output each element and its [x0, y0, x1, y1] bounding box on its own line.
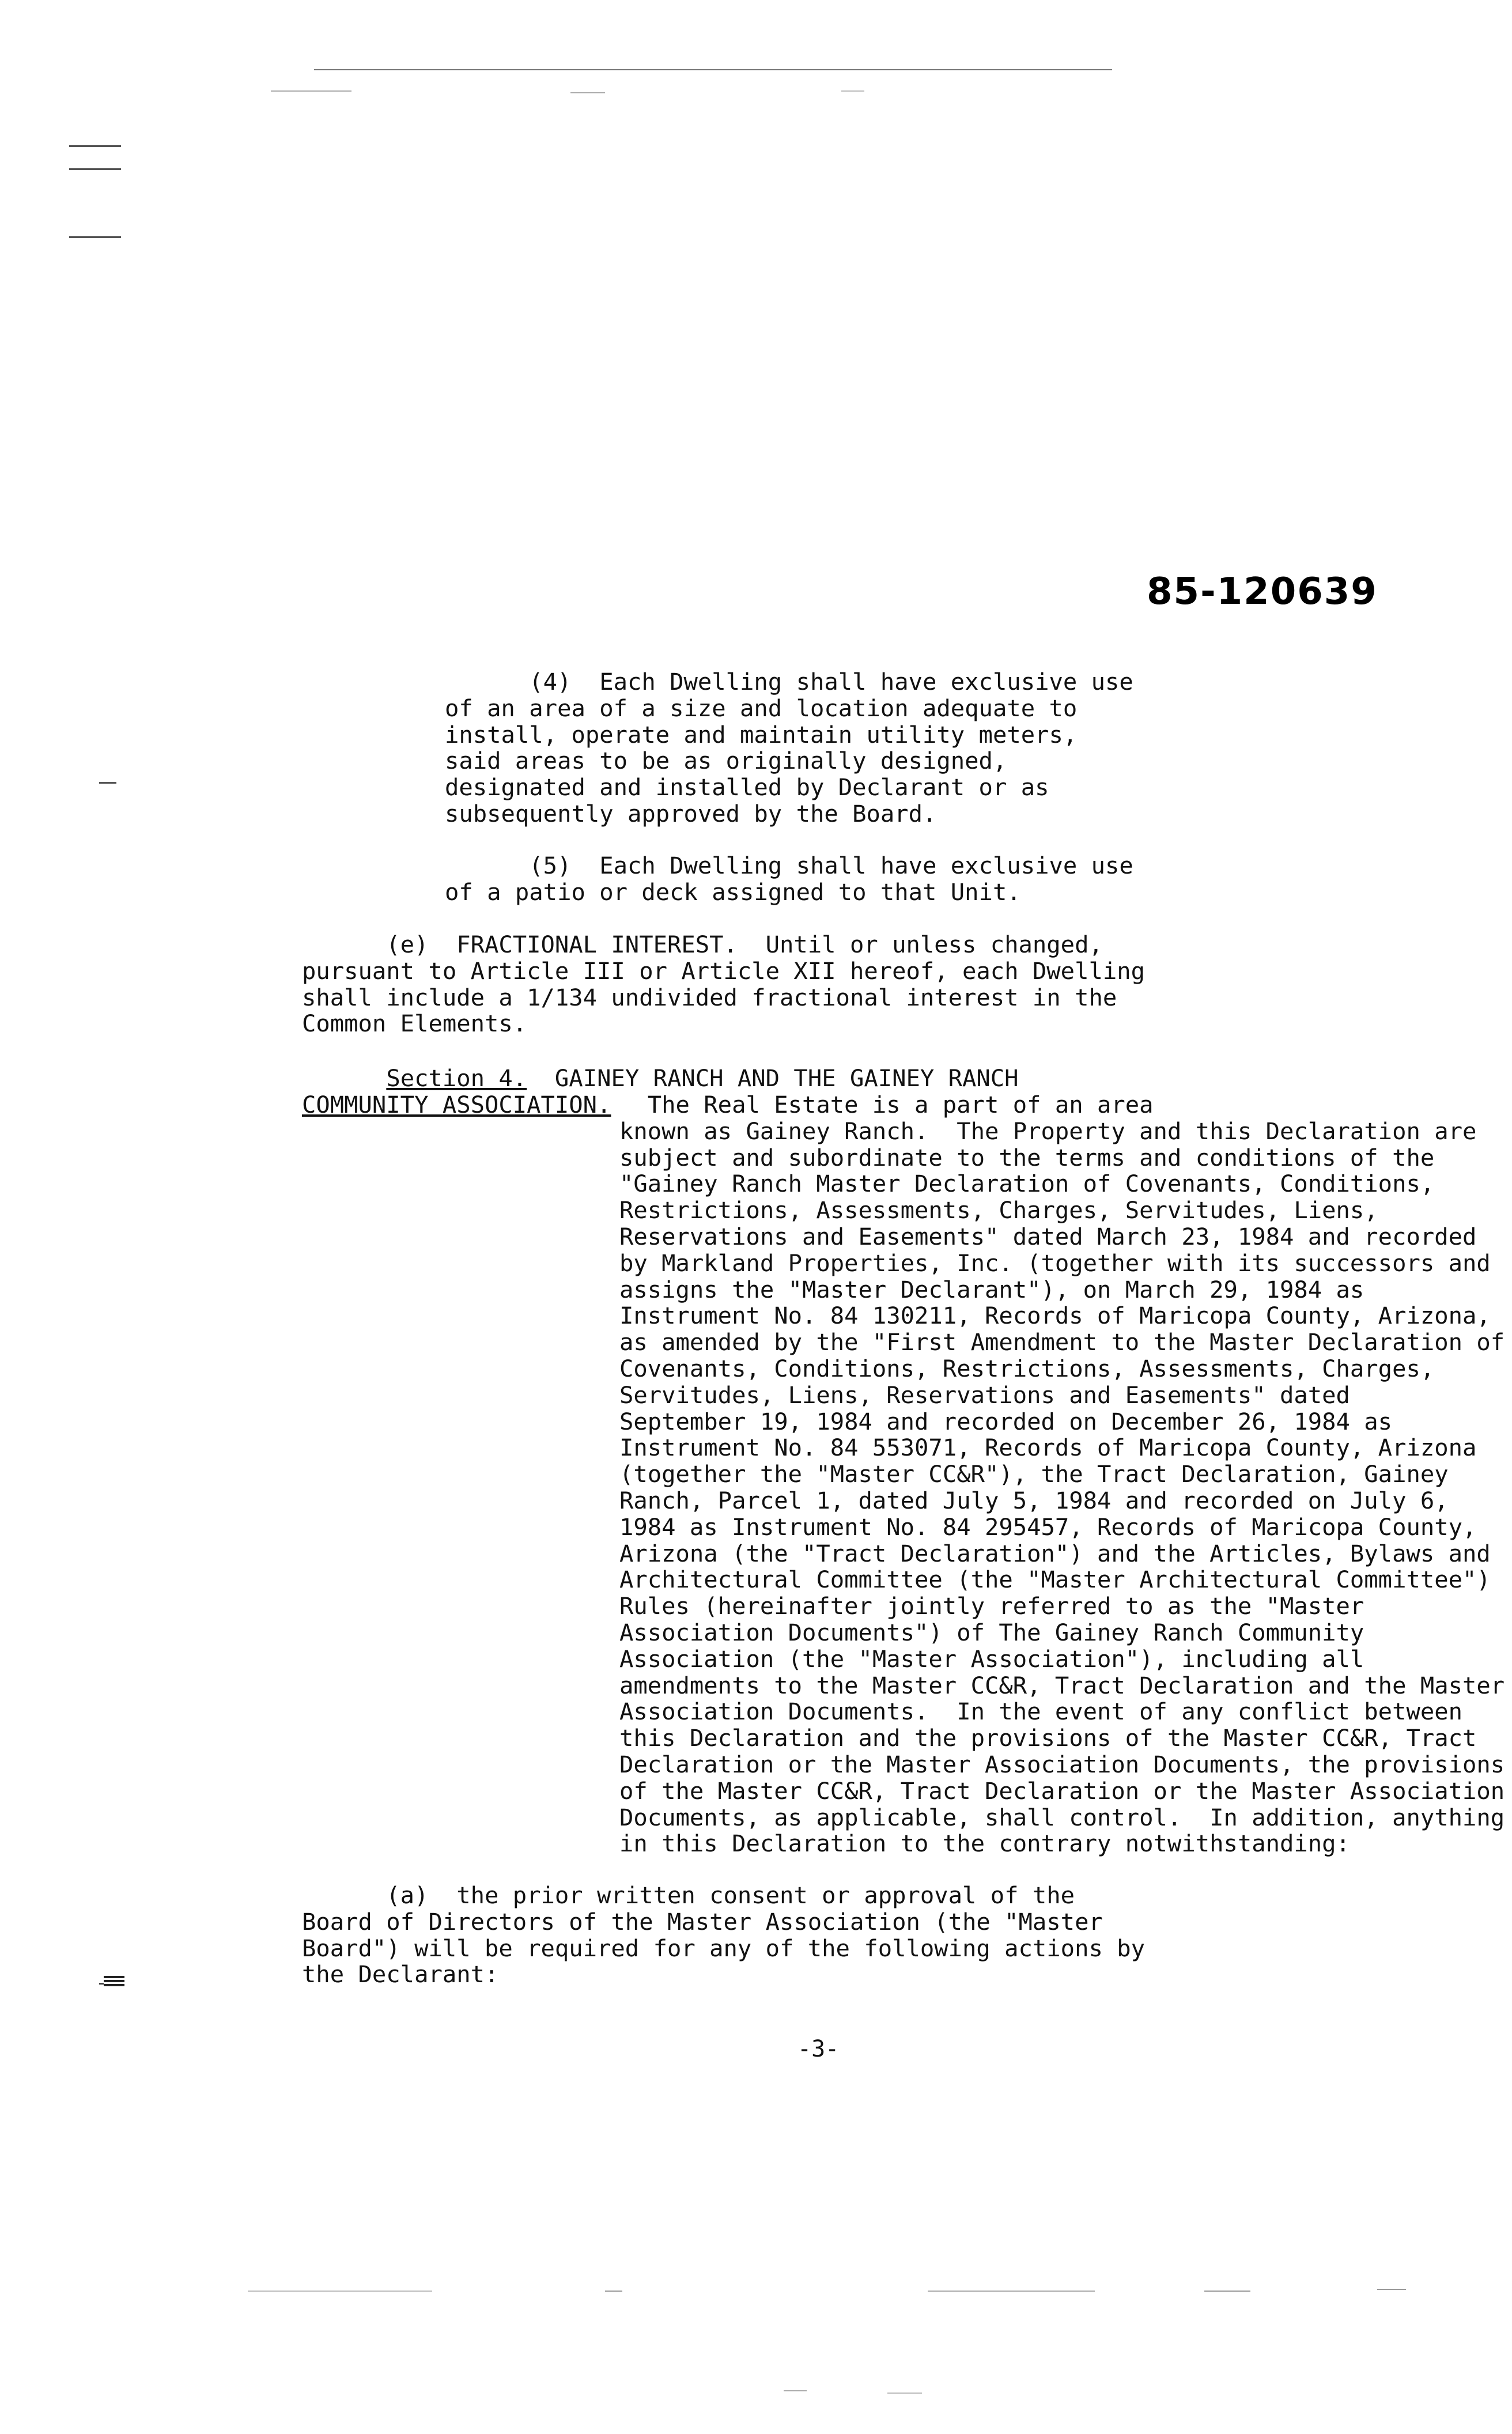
section-4-title-line1: GAINEY RANCH AND THE GAINEY RANCH: [527, 1064, 1019, 1092]
margin-mark: [99, 782, 116, 784]
recording-number: 85-120639: [1147, 570, 1378, 613]
scan-artifact-bottom-dash: [1204, 2291, 1250, 2292]
paragraph-4: (4) Each Dwelling shall have exclusive use of an area of a size and location adequate to install, operate and maintain utility meters, said areas to be as originally designed, designated and installed by Declarant or as subsequently approved by the Board.: [445, 668, 1133, 827]
scan-artifact-top-dash: [570, 92, 605, 93]
section-4-title-line2: [302, 1092, 611, 1118]
scan-artifact-bottom-dash: [605, 2291, 622, 2292]
margin-mark: [69, 145, 121, 147]
scan-artifact-top-line: [314, 69, 1112, 70]
scan-artifact-bottom-dash: [784, 2390, 807, 2391]
paragraph-5: (5) Each Dwelling shall have exclusive use of a patio or deck assigned to that Unit.: [445, 852, 1133, 906]
section-4-title-underlined: COMMUNITY ASSOCIATION.: [302, 1091, 611, 1118]
section-4-heading-line: [302, 1065, 1019, 1092]
page-number: -3-: [797, 2036, 840, 2062]
scan-artifact-bottom-dash: [928, 2291, 1095, 2292]
section-4-body: The Real Estate is a part of an area known as Gainey Ranch. The Property and this Declaration are subject and subordinate to the terms and conditions of the "Gainey Ranch Master Declaration of Covenants, Conditions, Restrictions, Assessments, Charges, Servitudes, Liens, Reservations and Easements" dated March 23, 1984 and recorded by Markland Properties, Inc. (together with its successors and assigns the "Master Declarant"), on March 29, 1984 as Instrument No. 84 130211, Records of Maricopa County, Arizona, as amended by the "First Amendment to the Master Declaration of Covenants, Conditions, Restrictions, Assessments, Charges, Servitudes, Liens, Reservations and Easements" dated September 19, 1984 and recorded on December 26, 1984 as Instrument No. 84 553071, Records of Maricopa County, Arizona (together the "Master CC&R"), the Tract Declaration, Gainey Ranch, Parcel 1, dated July 5, 1984 and recorded on July 6, 1984 as Instrument No. 84 295457, Records of Maricopa County, Arizona (the "Tract Declaration") and the Articles, Bylaws and Architectural Committee (the "Master Architectural Committee") Rules (hereinafter jointly referred to as the "Master Association Documents") of The Gainey Ranch Community Association (the "Master Association"), including all amendments to the Master CC&R, Tract Declaration and the Master Association Documents. In the event of any conflict between this Declaration and the provisions of the Master CC&R, Tract Declaration or the Master Association Documents, the provisions of the Master CC&R, Tract Declaration or the Master Association Documents, as applicable, shall control. In addition, anything in this Declaration to the contrary notwithstanding:: [619, 1091, 1505, 1858]
paragraph-e-fractional-interest: (e) FRACTIONAL INTEREST. Until or unless changed, pursuant to Article III or Article XII hereof, each Dwelling shall include a 1/134 undivided fractional interest in the Common Elements.: [302, 931, 1145, 1038]
margin-bracket-icon: [98, 1975, 127, 1987]
section-4-label: Section 4.: [386, 1064, 527, 1092]
margin-mark: [69, 168, 121, 170]
scan-artifact-top-dash: [841, 90, 864, 92]
scan-artifact-bottom-dash: [1377, 2289, 1406, 2290]
scan-artifact-bottom-dash: [887, 2393, 922, 2394]
scan-artifact-bottom-dash: [248, 2291, 432, 2292]
margin-mark: [69, 236, 121, 238]
scan-artifact-top-dash: [271, 90, 351, 92]
paragraph-a: (a) the prior written consent or approval of the Board of Directors of the Master Association (the "Master Board") will be required for any of the following actions by the Declarant:: [302, 1881, 1145, 1989]
